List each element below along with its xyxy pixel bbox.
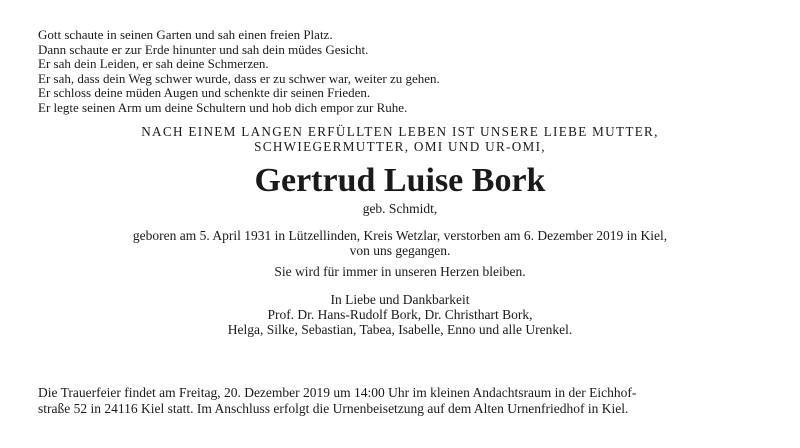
poem-line: Er legte seinen Arm um deine Schultern und hob dich empor zur Ruhe. [38,99,408,115]
intro-line: SCHWIEGERMUTTER, OMI UND UR-OMI, [254,139,546,154]
funeral-info [38,385,778,417]
details-line: von uns gegangen. [349,243,451,258]
details-line: geboren am 5. April 1931 in Lützellinden, Kreis Wetzlar, verstorben am 6. Dezember 2019 in Kiel, [132,228,668,243]
deceased-name: Gertrud Luise Bork [254,162,546,199]
poem-line: Dann schaute er zur Erde hinunter und sah dein müdes Gesicht. [38,41,369,57]
birth-name: geb. Schmidt, [362,201,438,216]
poem-line: Er sah dein Leiden, er sah deine Schmerzen. [38,56,269,72]
funeral-line: Die Trauerfeier findet am Freitag, 20. Dezember 2019 um 14:00 Uhr im kleinen Andachtsraum in der Eichhof- [38,385,637,400]
poem-line: Gott schaute in seinen Garten und sah einen freien Platz. [38,27,333,42]
poem [38,28,638,116]
mourners-line: Helga, Silke, Sebastian, Tabea, Isabelle, Enno und alle Urenkel. [227,322,573,337]
funeral-line: straße 52 in 24116 Kiel statt. Im Anschluss erfolgt die Urnenbeisetzung auf dem Alten Urnenfriedhof in Kiel. [38,401,629,416]
life-details [0,228,800,258]
memory-line: Sie wird für immer in unseren Herzen bleiben. [274,264,526,279]
mourners-line: In Liebe und Dankbarkeit [330,292,470,307]
poem-line: Er schloss deine müden Augen und schenkte dir seinen Frieden. [38,85,371,101]
mourners [0,292,800,337]
intro-line: NACH EINEM LANGEN ERFÜLLTEN LEBEN IST UNSERE LIEBE MUTTER, [141,124,659,139]
poem-line: Er sah, dass dein Weg schwer wurde, dass er zu schwer war, weiter zu gehen. [38,70,440,86]
mourners-line: Prof. Dr. Hans-Rudolf Bork, Dr. Christhart Bork, [267,307,533,322]
